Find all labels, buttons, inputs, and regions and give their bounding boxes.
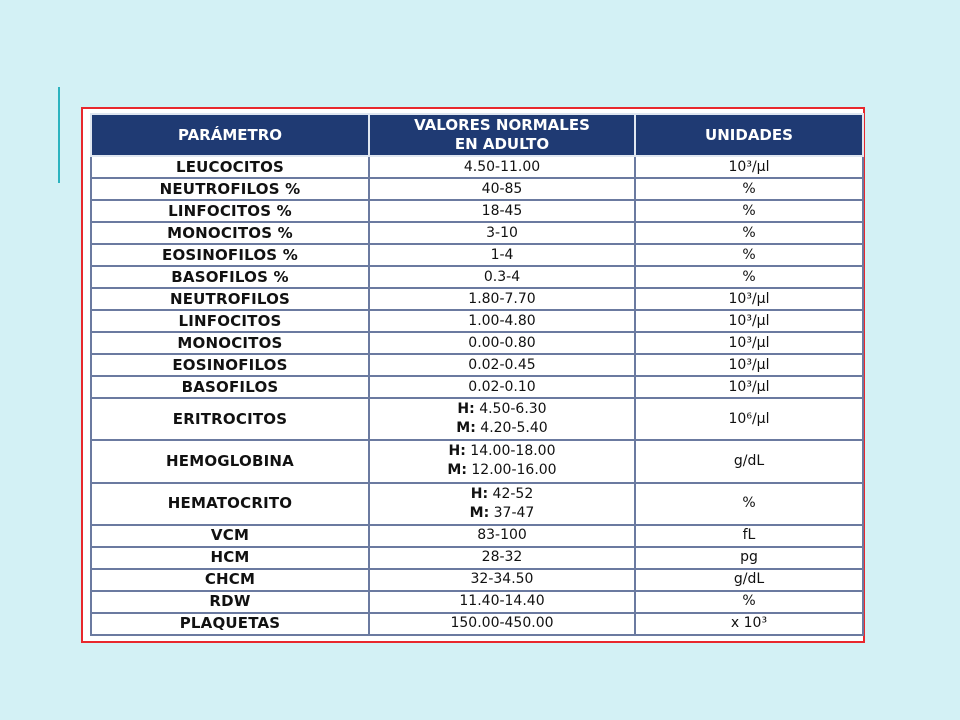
row-valor: [369, 440, 635, 482]
accent-line: [58, 87, 60, 183]
row-unidad: 10³/µl: [635, 310, 863, 332]
table-row: [91, 569, 863, 591]
row-unidad: g/dL: [635, 569, 863, 591]
row-valor: 83-100: [369, 525, 635, 547]
row-parametro: MONOCITOS: [91, 332, 369, 354]
row-valor: 32-34.50: [369, 569, 635, 591]
valor-mujer: [370, 461, 634, 480]
row-valor: 28-32: [369, 547, 635, 569]
row-parametro: EOSINOFILOS %: [91, 244, 369, 266]
row-parametro: NEUTROFILOS %: [91, 178, 369, 200]
row-parametro: BASOFILOS %: [91, 266, 369, 288]
table-row: [91, 288, 863, 310]
table-row: [91, 613, 863, 635]
row-unidad: 10³/µl: [635, 156, 863, 178]
row-unidad: %: [635, 244, 863, 266]
row-valor: 40-85: [369, 178, 635, 200]
valor-mujer: [370, 504, 634, 523]
row-unidad: %: [635, 200, 863, 222]
row-valor: 0.02-0.10: [369, 376, 635, 398]
table-row: [91, 244, 863, 266]
row-valor: 1.80-7.70: [369, 288, 635, 310]
hombre-valor: 14.00-18.00: [470, 443, 556, 460]
row-valor: 4.50-11.00: [369, 156, 635, 178]
table-row: [91, 310, 863, 332]
row-unidad: x 10³: [635, 613, 863, 635]
table-header-row: [91, 114, 863, 156]
row-parametro: BASOFILOS: [91, 376, 369, 398]
row-unidad: 10³/µl: [635, 332, 863, 354]
row-valor: 150.00-450.00: [369, 613, 635, 635]
row-unidad: %: [635, 591, 863, 613]
row-parametro: NEUTROFILOS: [91, 288, 369, 310]
row-unidad: %: [635, 483, 863, 525]
header-parametro: PARÁMETRO: [91, 114, 369, 156]
hombre-valor: 4.50-6.30: [479, 401, 547, 418]
table-row: [91, 200, 863, 222]
table-row: [91, 332, 863, 354]
hombre-label: H:: [457, 401, 475, 418]
table-row: [91, 376, 863, 398]
row-parametro: LINFOCITOS: [91, 310, 369, 332]
row-parametro: LEUCOCITOS: [91, 156, 369, 178]
mujer-valor: 12.00-16.00: [471, 462, 557, 479]
table-row: [91, 156, 863, 178]
table-row: [91, 591, 863, 613]
hombre-valor: 42-52: [492, 485, 534, 502]
row-valor: 1.00-4.80: [369, 310, 635, 332]
header-unidades: UNIDADES: [635, 114, 863, 156]
row-parametro: EOSINOFILOS: [91, 354, 369, 376]
header-valores: [369, 114, 635, 156]
row-valor: 0.3-4: [369, 266, 635, 288]
mujer-valor: 37-47: [493, 504, 535, 521]
mujer-label: M:: [456, 420, 476, 437]
row-unidad: %: [635, 178, 863, 200]
header-valores-line1: VALORES NORMALES: [414, 116, 590, 134]
row-parametro: HCM: [91, 547, 369, 569]
hombre-label: H:: [470, 485, 489, 502]
hombre-label: H:: [448, 443, 466, 460]
row-parametro: CHCM: [91, 569, 369, 591]
table-row: [91, 178, 863, 200]
table-row: [91, 483, 863, 525]
row-unidad: pg: [635, 547, 863, 569]
table-row: [91, 266, 863, 288]
row-parametro: MONOCITOS %: [91, 222, 369, 244]
row-unidad: 10⁶/µl: [635, 398, 863, 440]
row-unidad: g/dL: [635, 440, 863, 482]
valor-hombre: [370, 400, 634, 419]
reference-values-table-frame: [81, 107, 865, 643]
table-row: [91, 398, 863, 440]
row-parametro: ERITROCITOS: [91, 398, 369, 440]
table-row: [91, 354, 863, 376]
row-parametro: RDW: [91, 591, 369, 613]
table-row: [91, 547, 863, 569]
table-row: [91, 222, 863, 244]
row-valor: [369, 483, 635, 525]
row-unidad: 10³/µl: [635, 354, 863, 376]
row-unidad: fL: [635, 525, 863, 547]
valor-mujer: [370, 419, 634, 438]
valor-hombre: [370, 485, 634, 504]
row-valor: 1-4: [369, 244, 635, 266]
valor-hombre: [370, 442, 634, 461]
row-unidad: %: [635, 222, 863, 244]
mujer-label: M:: [447, 462, 467, 479]
header-valores-line2: EN ADULTO: [454, 135, 550, 153]
table-row: [91, 440, 863, 482]
row-unidad: 10³/µl: [635, 288, 863, 310]
row-parametro: HEMOGLOBINA: [91, 440, 369, 482]
table-row: [91, 525, 863, 547]
reference-values-table: [90, 113, 864, 636]
row-valor: [369, 398, 635, 440]
row-parametro: PLAQUETAS: [91, 613, 369, 635]
row-unidad: 10³/µl: [635, 376, 863, 398]
row-unidad: %: [635, 266, 863, 288]
row-parametro: HEMATOCRITO: [91, 483, 369, 525]
mujer-valor: 4.20-5.40: [480, 420, 548, 437]
row-valor: 0.02-0.45: [369, 354, 635, 376]
row-valor: 0.00-0.80: [369, 332, 635, 354]
row-valor: 3-10: [369, 222, 635, 244]
row-parametro: LINFOCITOS %: [91, 200, 369, 222]
row-valor: 18-45: [369, 200, 635, 222]
row-parametro: VCM: [91, 525, 369, 547]
mujer-label: M:: [469, 504, 490, 521]
row-valor: 11.40-14.40: [369, 591, 635, 613]
